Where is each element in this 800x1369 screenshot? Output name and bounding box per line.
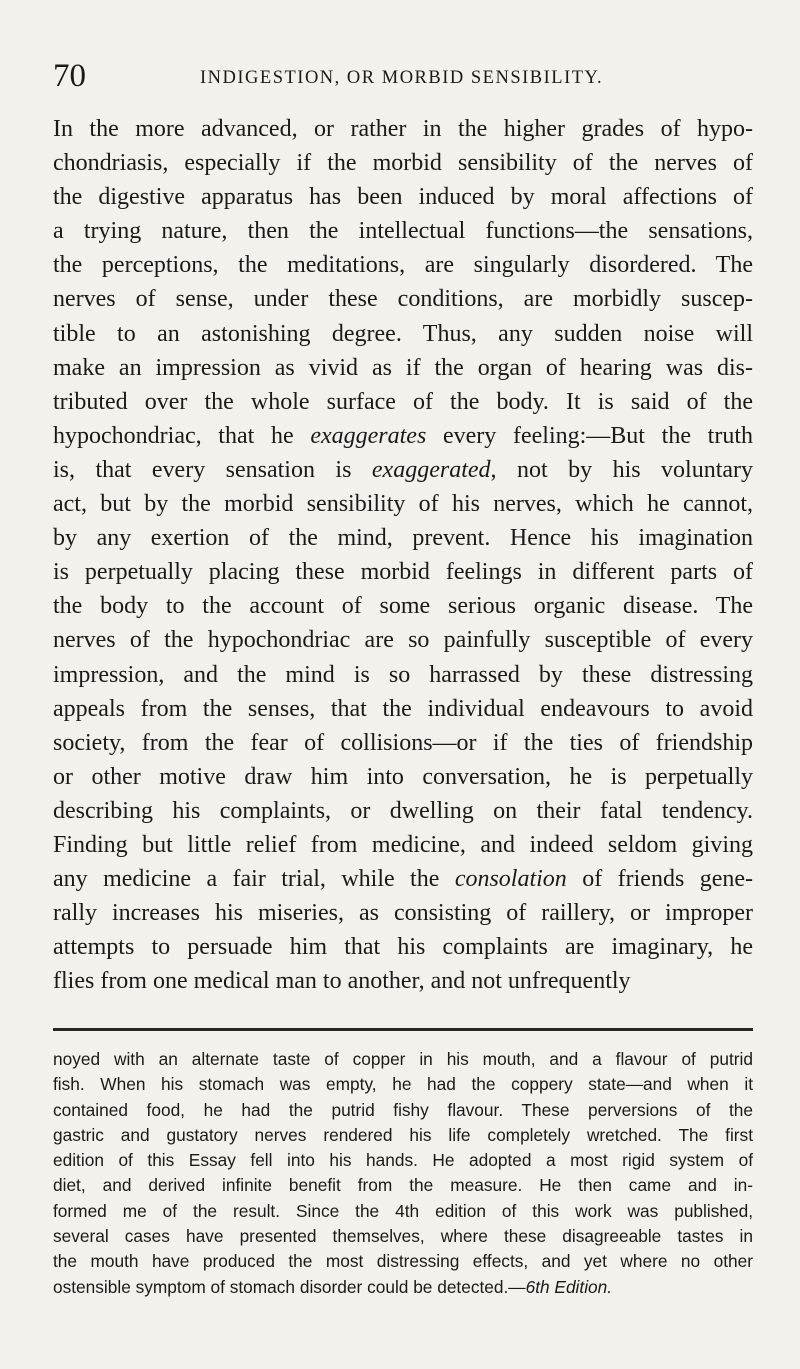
body-line: act, but by the morbid sensibility of his nerves, which he cannot,	[53, 491, 753, 518]
footnote-line: several cases have presented themselves, where these disagreeable tastes in	[53, 1226, 753, 1247]
body-line: nerves of sense, under these conditions, are morbidly suscep-	[53, 286, 753, 313]
text-run: , not by his voluntary	[490, 456, 754, 483]
page-number: 70	[53, 58, 86, 94]
body-line: the body to the account of some serious organic disease. The	[53, 593, 753, 620]
italic-emphasis: 6th Edition.	[525, 1276, 613, 1297]
body-line: the digestive apparatus has been induced by moral affections of	[53, 184, 753, 211]
text-run: hypochondriac, that he	[53, 422, 311, 449]
text-run: of friends gene-	[566, 866, 754, 893]
footnote-line: diet, and derived infinite benefit from the measure. He then came and in-	[53, 1175, 753, 1196]
body-line: flies from one medical man to another, and not unfrequently	[53, 968, 631, 995]
text-run: every feeling:—But the truth	[426, 422, 754, 449]
body-line	[53, 419, 753, 453]
footnote-line: gastric and gustatory nerves rendered his life completely wretched. The first	[53, 1124, 753, 1145]
footnote-line: contained food, he had the putrid fishy flavour. These perversions of the	[53, 1099, 753, 1120]
running-title: INDIGESTION, OR MORBID SENSIBILITY.	[200, 68, 604, 88]
body-line	[53, 862, 753, 896]
footnote-line: fish. When his stomach was empty, he had the coppery state—and when it	[53, 1074, 753, 1095]
body-line: tributed over the whole surface of the body. It is said of the	[53, 388, 753, 415]
text-run: ostensible symptom of stomach disorder could be detected.—	[53, 1276, 526, 1297]
body-line: impression, and the mind is so harrassed by these distressing	[53, 661, 753, 688]
body-line: or other motive draw him into conversation, he is perpetually	[53, 763, 753, 790]
main-text-block	[53, 112, 753, 998]
body-line: chondriasis, especially if the morbid sensibility of the nerves of	[53, 150, 753, 177]
body-line: describing his complaints, or dwelling on their fatal tendency.	[53, 797, 753, 824]
footnote-block	[53, 1047, 753, 1300]
text-run: is, that every sensation is	[53, 456, 372, 483]
body-line: attempts to persuade him that his complaints are imaginary, he	[53, 934, 753, 961]
body-line	[53, 453, 753, 487]
body-line: a trying nature, then the intellectual functions—the sensations,	[53, 218, 753, 245]
italic-emphasis: exaggerated	[371, 456, 491, 483]
italic-emphasis: exaggerates	[310, 422, 427, 449]
footnote-line: formed me of the result. Since the 4th edition of this work was published,	[53, 1200, 753, 1221]
footnote-line: edition of this Essay fell into his hands. He adopted a most rigid system of	[53, 1150, 753, 1171]
body-line: the perceptions, the meditations, are singularly disordered. The	[53, 252, 753, 279]
body-line: tible to an astonishing degree. Thus, any sudden noise will	[53, 320, 753, 347]
body-line: nerves of the hypochondriac are so painfully susceptible of every	[53, 627, 753, 654]
body-line: by any exertion of the mind, prevent. Hence his imagination	[53, 525, 753, 552]
footnote-line	[53, 1275, 753, 1300]
footnote-line: noyed with an alternate taste of copper in his mouth, and a flavour of putrid	[53, 1049, 753, 1069]
body-line: rally increases his miseries, as consisting of raillery, or improper	[53, 900, 753, 927]
body-line: society, from the fear of collisions—or if the ties of friendship	[53, 729, 753, 756]
body-line: make an impression as vivid as if the organ of hearing was dis-	[53, 354, 753, 381]
footnote-line: the mouth have produced the most distressing effects, and yet where no other	[53, 1251, 753, 1272]
body-line: In the more advanced, or rather in the higher grades of hypo-	[53, 116, 753, 142]
body-line: Finding but little relief from medicine, and indeed seldom giving	[53, 831, 753, 858]
text-run: any medicine a fair trial, while the	[53, 866, 455, 893]
footnote-divider	[53, 1028, 753, 1031]
italic-emphasis: consolation	[454, 866, 567, 893]
body-line: appeals from the senses, that the individual endeavours to avoid	[53, 695, 753, 722]
body-line: is perpetually placing these morbid feelings in different parts of	[53, 559, 753, 586]
